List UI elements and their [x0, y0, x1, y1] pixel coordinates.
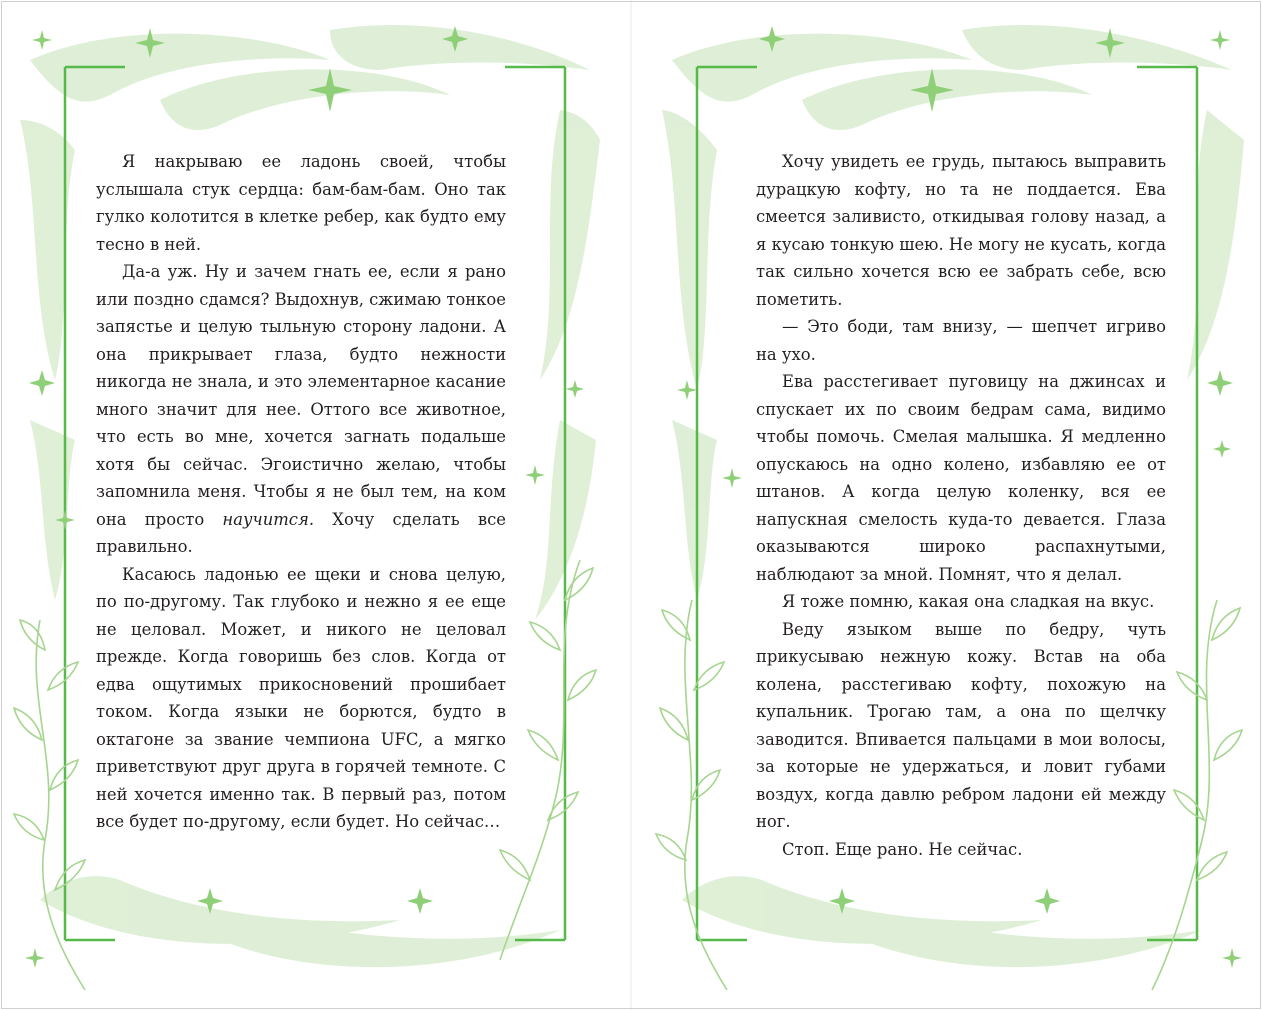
right-page: [632, 0, 1262, 1010]
left-paragraph-2-after: Хочу сделать все правильно.: [96, 509, 506, 556]
right-paragraph-5: Веду языком выше по бедру, чуть прикусываю нежную кожу. Встав на оба колена, расстегиваю кофту, похожую на купальник. Трогаю там, а она по щелчку заводится. Впивается пальцами в мои волосы, за которые не удержаться, и ловит губами воздух, когда давлю ребром ладони ей между ног.: [756, 619, 1166, 831]
left-paragraph-3: Касаюсь ладонью ее щеки и снова целую, по по-другому. Так глубоко и нежно я ее еще не целовал. Может, и никого не целовал прежде. Когда говоришь без слов. Когда от едва ощутимых прикосновений прошибает током. Когда языки не борются, будто в октагоне за звание чемпиона UFC, а мягко приветствуют друг друга в горячей темноте. С ней хочется именно так. В первый раз, потом все будет по-другому, если будет. Но сейчас…: [96, 564, 506, 831]
right-paragraph-2: — Это боди, там внизу, — шепчет игриво на ухо.: [756, 317, 1166, 364]
left-page: [0, 0, 630, 1010]
right-paragraph-3: Ева расстегивает пуговицу на джинсах и спускает их по своим бедрам сама, видимо чтобы помочь. Смелая малышка. Я медленно опускаюсь на одно колено, избавляю ее от штанов. А когда целую коленку, вся ее напускная смелость куда-то девается. Глаза оказываются широко распахнутыми, наблюдают за мной. Помнят, что я делал.: [756, 372, 1166, 584]
left-page-text: [96, 148, 506, 836]
left-paragraph-1: Я накрываю ее ладонь своей, чтобы услышала стук сердца: бам-бам-бам. Оно так гулко колотится в клетке ребер, как будто ему тесно в ней.: [96, 152, 506, 254]
right-paragraph-1: Хочу увидеть ее грудь, пытаюсь выправить дурацкую кофту, но та не поддается. Ева смеется заливисто, откидывая голову назад, а я кусаю тонкую шею. Не могу не кусать, когда так сильно хочется всю ее забрать себе, всю пометить.: [756, 152, 1166, 309]
left-paragraph-2: [96, 258, 506, 561]
right-paragraph-4: Я тоже помню, какая она сладкая на вкус.: [782, 592, 1155, 611]
right-page-text: [756, 148, 1166, 863]
italic-word: научится.: [222, 509, 315, 529]
right-paragraph-6: Стоп. Еще рано. Не сейчас.: [782, 839, 1023, 859]
left-paragraph-2-text: Да-а уж. Ну и зачем гнать ее, если я рано или поздно сдамся? Выдохнув, сжимаю тонкое запястье и целую тыльную сторону ладони. А она прикрывает глаза, будто нежности никогда не знала, и это элементарное касание много значит для нее. Оттого все животное, что есть во мне, хочется загнать подальше хотя бы сейчас. Эгоистично желаю, чтобы запомнила меня. Чтобы я не был тем, на ком она просто: [96, 262, 506, 529]
